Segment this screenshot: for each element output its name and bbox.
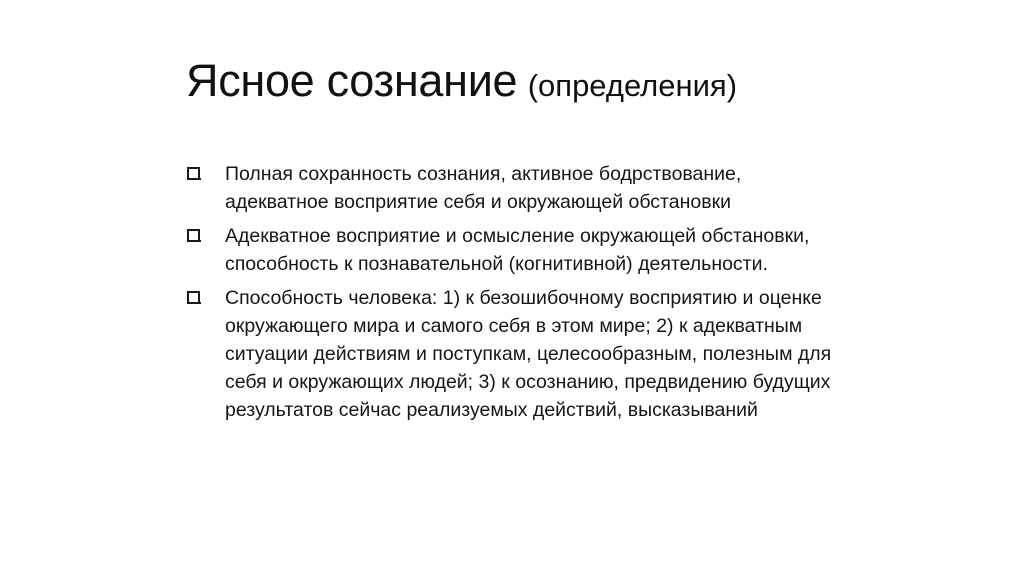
checkbox-square-icon (187, 167, 200, 180)
bullet-item (184, 284, 844, 424)
checkbox-square-icon (187, 291, 200, 304)
bullet-item (184, 222, 844, 278)
checkbox-square-icon (187, 229, 200, 242)
bullet-text: Полная сохранность сознания, активное бодрствование, адекватное восприятие себя и окружающей обстановки (225, 163, 742, 213)
title-subtitle: (определения) (527, 68, 738, 103)
bullet-text: Способность человека: 1) к безошибочному восприятию и оценке окружающего мира и самого себя в этом мире; 2) к адекватным ситуации действиям и поступкам, целесообразным, полезным для себя и окружающих людей; 3) к осознанию, предвидению будущих результатов сейчас реализуемых действий, высказываний (225, 287, 832, 421)
bullet-list (184, 160, 844, 430)
slide-title (186, 55, 738, 106)
bullet-text: Адекватное восприятие и осмысление окружающей обстановки, способность к познавательной (когнитивной) деятельности. (225, 225, 810, 275)
title-main: Ясное сознание (186, 55, 518, 106)
bullet-item (184, 160, 844, 216)
